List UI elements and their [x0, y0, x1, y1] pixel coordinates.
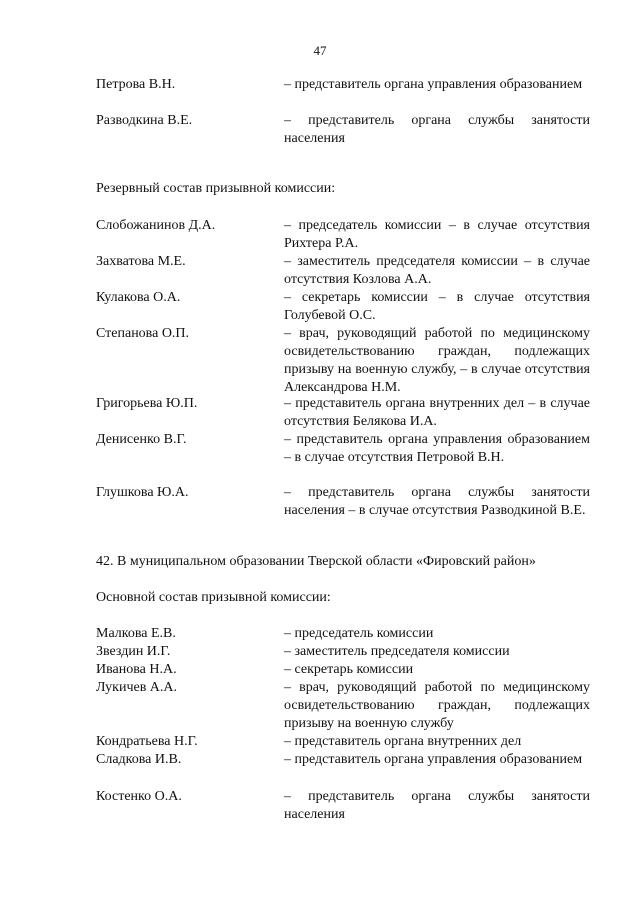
- member-role: – секретарь комиссии: [284, 662, 414, 677]
- member-name: Слобожанинов Д.А.: [96, 218, 216, 233]
- member-name: Звездин И.Г.: [96, 644, 171, 659]
- member-role: – председатель комиссии: [284, 626, 434, 641]
- member-role: – представитель органа внутренних дел – в случае отсутствия Белякова И.А.: [284, 396, 590, 429]
- member-role: – заместитель председателя комиссии: [284, 644, 510, 659]
- member-name: Сладкова И.В.: [96, 752, 182, 767]
- reserve-heading: Резервный состав призывной комиссии:: [96, 181, 336, 196]
- member-role: – представитель органа службы занятости населения: [284, 789, 590, 822]
- member-role: – представитель органа управления образованием: [284, 752, 583, 767]
- page-number: 47: [313, 43, 327, 58]
- member-name: Разводкина В.Е.: [96, 113, 193, 128]
- member-name: Малкова Е.В.: [96, 626, 176, 641]
- member-name: Лукичев А.А.: [96, 680, 178, 695]
- member-name: Григорьева Ю.П.: [96, 396, 198, 411]
- member-name: Петрова В.Н.: [96, 77, 176, 92]
- member-role: – врач, руководящий работой по медицинскому освидетельствованию граждан, подлежащих призыву на военную службу, – в случае отсутствия Александрова Н.М.: [284, 326, 590, 395]
- member-role: – заместитель председателя комиссии – в случае отсутствия Козлова А.А.: [284, 254, 590, 287]
- member-role: – врач, руководящий работой по медицинскому освидетельствованию граждан, подлежащих призыву на военную службу: [284, 680, 590, 731]
- member-role: – представитель органа внутренних дел: [284, 734, 522, 749]
- member-name: Глушкова Ю.А.: [96, 485, 189, 500]
- member-role: – представитель органа службы занятости населения – в случае отсутствия Разводкиной В.Е.: [284, 485, 590, 518]
- main-heading: Основной состав призывной комиссии:: [96, 590, 331, 605]
- member-name: Кондратьева Н.Г.: [96, 734, 198, 749]
- member-name: Степанова О.П.: [96, 326, 190, 341]
- member-name: Кулакова О.А.: [96, 290, 181, 305]
- member-name: Иванова Н.А.: [96, 662, 177, 677]
- member-role: – председатель комиссии – в случае отсутствия Рихтера Р.А.: [284, 218, 590, 251]
- member-role: – представитель органа управления образованием – в случае отсутствия Петровой В.Н.: [284, 432, 590, 465]
- section-title: 42. В муниципальном образовании Тверской области «Фировский район»: [96, 554, 536, 569]
- member-role: – секретарь комиссии – в случае отсутствия Голубевой О.С.: [284, 290, 590, 323]
- member-name: Захватова М.Е.: [96, 254, 186, 269]
- member-role: – представитель органа службы занятости населения: [284, 113, 590, 146]
- member-name: Костенко О.А.: [96, 789, 182, 804]
- member-name: Денисенко В.Г.: [96, 432, 187, 447]
- member-role: – представитель органа управления образованием: [284, 77, 583, 92]
